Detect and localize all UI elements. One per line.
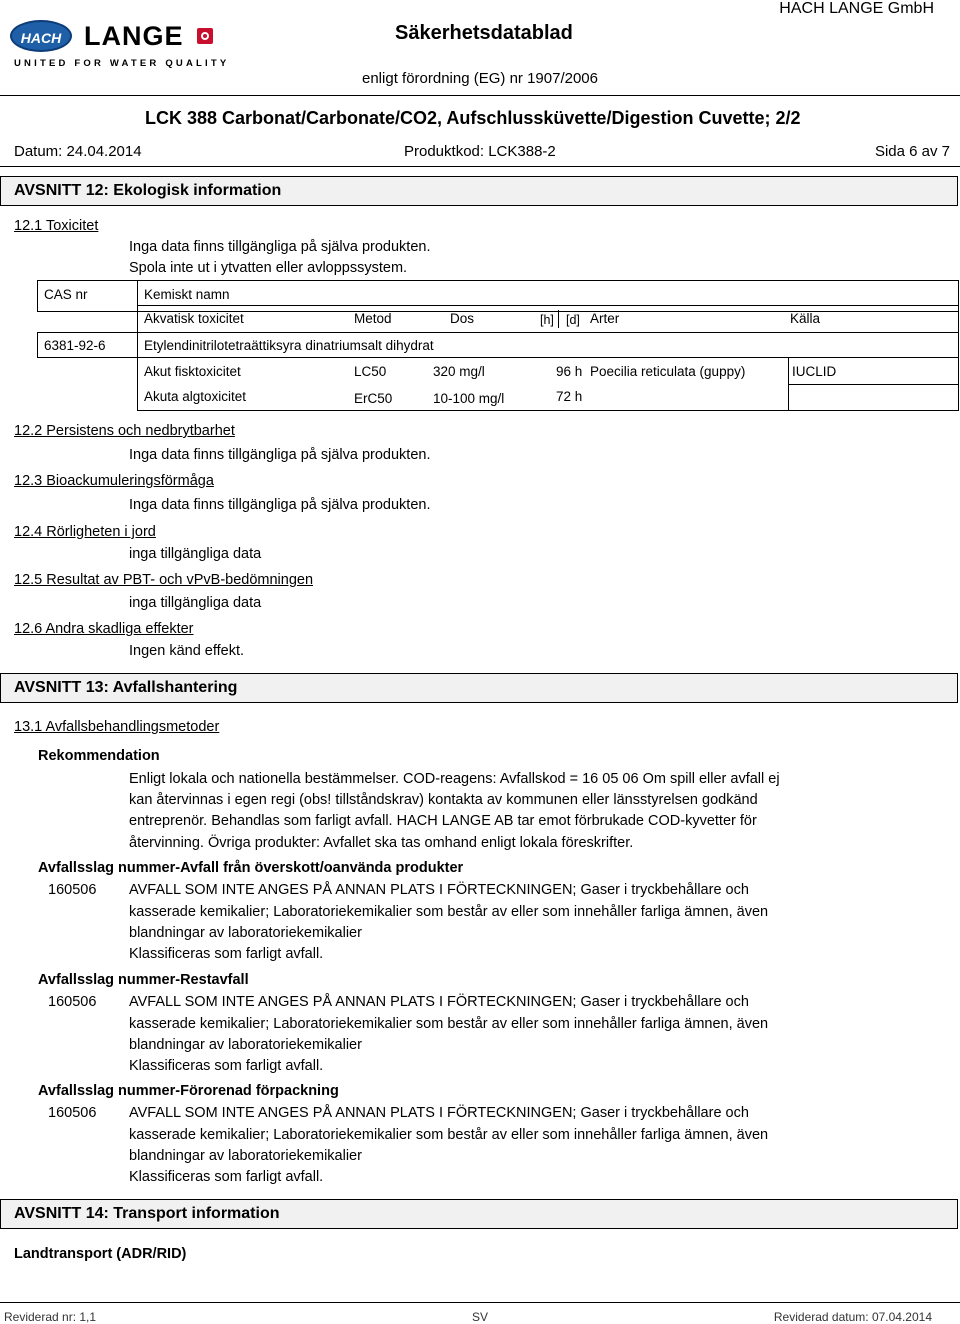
waste-line: Klassificeras som farligt avfall. bbox=[129, 1058, 324, 1074]
persistence-text: Inga data finns tillgängliga på själva produkten. bbox=[129, 447, 431, 463]
header-cas: CAS nr bbox=[44, 287, 88, 302]
mobility-text: inga tillgängliga data bbox=[129, 546, 262, 562]
land-transport-heading: Landtransport (ADR/RID) bbox=[14, 1246, 187, 1262]
waste-line: kasserade kemikalier; Laboratoriekemikalier som består av eller som innehåller farliga ämnen, även bbox=[129, 904, 769, 920]
company-name: HACH LANGE GmbH bbox=[779, 0, 934, 17]
section-13-header: AVSNITT 13: Avfallshantering bbox=[0, 673, 958, 703]
table-cell bbox=[788, 384, 959, 411]
header-toxicity: Akvatisk toxicitet bbox=[144, 311, 244, 326]
logo-tagline: UNITED FOR WATER QUALITY bbox=[14, 58, 230, 69]
product-code: Produktkod: LCK388-2 bbox=[404, 143, 556, 160]
waste-code: 160506 bbox=[48, 882, 97, 898]
waste-line: AVFALL SOM INTE ANGES PÅ ANNAN PLATS I FÖRTECKNINGEN; Gaser i tryckbehållare och bbox=[129, 1105, 749, 1121]
section-14-header: AVSNITT 14: Transport information bbox=[0, 1199, 958, 1229]
row-1-source: IUCLID bbox=[792, 364, 837, 379]
bioaccumulation-text: Inga data finns tillgängliga på själva produkten. bbox=[129, 497, 431, 513]
waste-line: AVFALL SOM INTE ANGES PÅ ANNAN PLATS I FÖRTECKNINGEN; Gaser i tryckbehållare och bbox=[129, 994, 749, 1010]
waste-line: Klassificeras som farligt avfall. bbox=[129, 946, 324, 962]
waste-line: blandningar av laboratoriekemikalier bbox=[129, 1148, 362, 1164]
header-species: Arter bbox=[590, 311, 620, 326]
row-1-species: Poecilia reticulata (guppy) bbox=[590, 364, 746, 379]
toxicity-heading: 12.1 Toxicitet bbox=[14, 218, 99, 234]
toxicity-text-1: Inga data finns tillgängliga på själva produkten. bbox=[129, 239, 431, 255]
recommendation-line: Enligt lokala och nationella bestämmelser. COD-reagens: Avfallskod = 16 05 06 Om spill eller avfall ej bbox=[129, 771, 780, 787]
waste-line: kasserade kemikalier; Laboratoriekemikalier som består av eller som innehåller farliga ämnen, även bbox=[129, 1127, 769, 1143]
section-12-header: AVSNITT 12: Ekologisk information bbox=[0, 176, 958, 206]
header-days: [d] bbox=[566, 313, 580, 327]
recommendation-line: entreprenör. Behandlas som farligt avfall. HACH LANGE AB tar emot förbrukade COD-kyvetter för bbox=[129, 813, 757, 829]
row-2-time: 72 h bbox=[556, 389, 583, 404]
waste-code: 160506 bbox=[48, 994, 97, 1010]
footer-divider bbox=[0, 1302, 960, 1303]
waste-methods-heading: 13.1 Avfallsbehandlingsmetoder bbox=[14, 719, 220, 735]
row-1-toxicity: Akut fisktoxicitet bbox=[144, 364, 241, 379]
header-name: Kemiskt namn bbox=[144, 287, 230, 302]
header-divider bbox=[0, 95, 960, 96]
header-separator bbox=[558, 310, 559, 328]
lange-logo-text: LANGE bbox=[84, 21, 184, 51]
regulation: enligt förordning (EG) nr 1907/2006 bbox=[362, 70, 598, 87]
recommendation-heading: Rekommendation bbox=[38, 748, 160, 764]
lange-mark-icon bbox=[197, 28, 213, 44]
waste-line: blandningar av laboratoriekemikalier bbox=[129, 1037, 362, 1053]
page-number: Sida 6 av 7 bbox=[874, 143, 950, 160]
waste-line: Klassificeras som farligt avfall. bbox=[129, 1169, 324, 1185]
pbt-text: inga tillgängliga data bbox=[129, 595, 262, 611]
waste-line: kasserade kemikalier; Laboratoriekemikalier som består av eller som innehåller farliga ämnen, även bbox=[129, 1016, 769, 1032]
company-logo bbox=[10, 18, 230, 70]
other-effects-text: Ingen känd effekt. bbox=[129, 643, 245, 659]
waste-block-title: Avfallsslag nummer-Förorenad förpackning bbox=[38, 1083, 339, 1099]
toxicity-text-2: Spola inte ut i ytvatten eller avloppssystem. bbox=[129, 260, 408, 276]
revision-date: Reviderad datum: 07.04.2014 bbox=[773, 1310, 932, 1324]
row-2-dose: 10-100 mg/l bbox=[433, 391, 505, 406]
row-1-time: 96 h bbox=[556, 364, 583, 379]
header-source: Källa bbox=[790, 311, 821, 326]
product-title: LCK 388 Carbonat/Carbonate/CO2, Aufschlussküvette/Digestion Cuvette; 2/2 bbox=[145, 108, 801, 128]
header-dose: Dos bbox=[450, 311, 475, 326]
persistence-heading: 12.2 Persistens och nedbrytbarhet bbox=[14, 423, 235, 439]
waste-line: blandningar av laboratoriekemikalier bbox=[129, 925, 362, 941]
row-2-toxicity: Akuta algtoxicitet bbox=[144, 389, 247, 404]
hach-logo: HACH bbox=[10, 20, 72, 52]
bioaccumulation-heading: 12.3 Bioackumuleringsförmåga bbox=[14, 473, 214, 489]
header-hours: [h] bbox=[540, 313, 554, 327]
waste-line: AVFALL SOM INTE ANGES PÅ ANNAN PLATS I FÖRTECKNINGEN; Gaser i tryckbehållare och bbox=[129, 882, 749, 898]
pbt-heading: 12.5 Resultat av PBT- och vPvB-bedömningen bbox=[14, 572, 314, 588]
recommendation-line: återvinning. Övriga produkter: Avfallet ska tas omhand enligt lokala föreskrifter. bbox=[129, 835, 634, 851]
row-1-method: LC50 bbox=[354, 364, 387, 379]
mobility-heading: 12.4 Rörligheten i jord bbox=[14, 524, 156, 540]
row-2-method: ErC50 bbox=[354, 391, 393, 406]
header-divider-bottom bbox=[0, 166, 960, 167]
row-1-dose: 320 mg/l bbox=[433, 364, 485, 379]
document-date: Datum: 24.04.2014 bbox=[14, 143, 142, 160]
cas-number: 6381-92-6 bbox=[44, 338, 106, 353]
substance-name: Etylendinitrilotetraättiksyra dinatriumsalt dihydrat bbox=[144, 338, 434, 353]
language-code: SV bbox=[472, 1310, 489, 1324]
document-title: Säkerhetsdatablad bbox=[395, 22, 573, 44]
waste-block-title: Avfallsslag nummer-Avfall från överskott/oanvända produkter bbox=[38, 860, 464, 876]
revision-number: Reviderad nr: 1,1 bbox=[4, 1310, 97, 1324]
recommendation-line: kan återvinnas i egen regi (obs! tillståndskrav) kontakta av kommunen eller länsstyrelsen godkänd bbox=[129, 792, 758, 808]
waste-block-title: Avfallsslag nummer-Restavfall bbox=[38, 972, 249, 988]
header-method: Metod bbox=[354, 311, 392, 326]
waste-code: 160506 bbox=[48, 1105, 97, 1121]
other-effects-heading: 12.6 Andra skadliga effekter bbox=[14, 621, 194, 637]
